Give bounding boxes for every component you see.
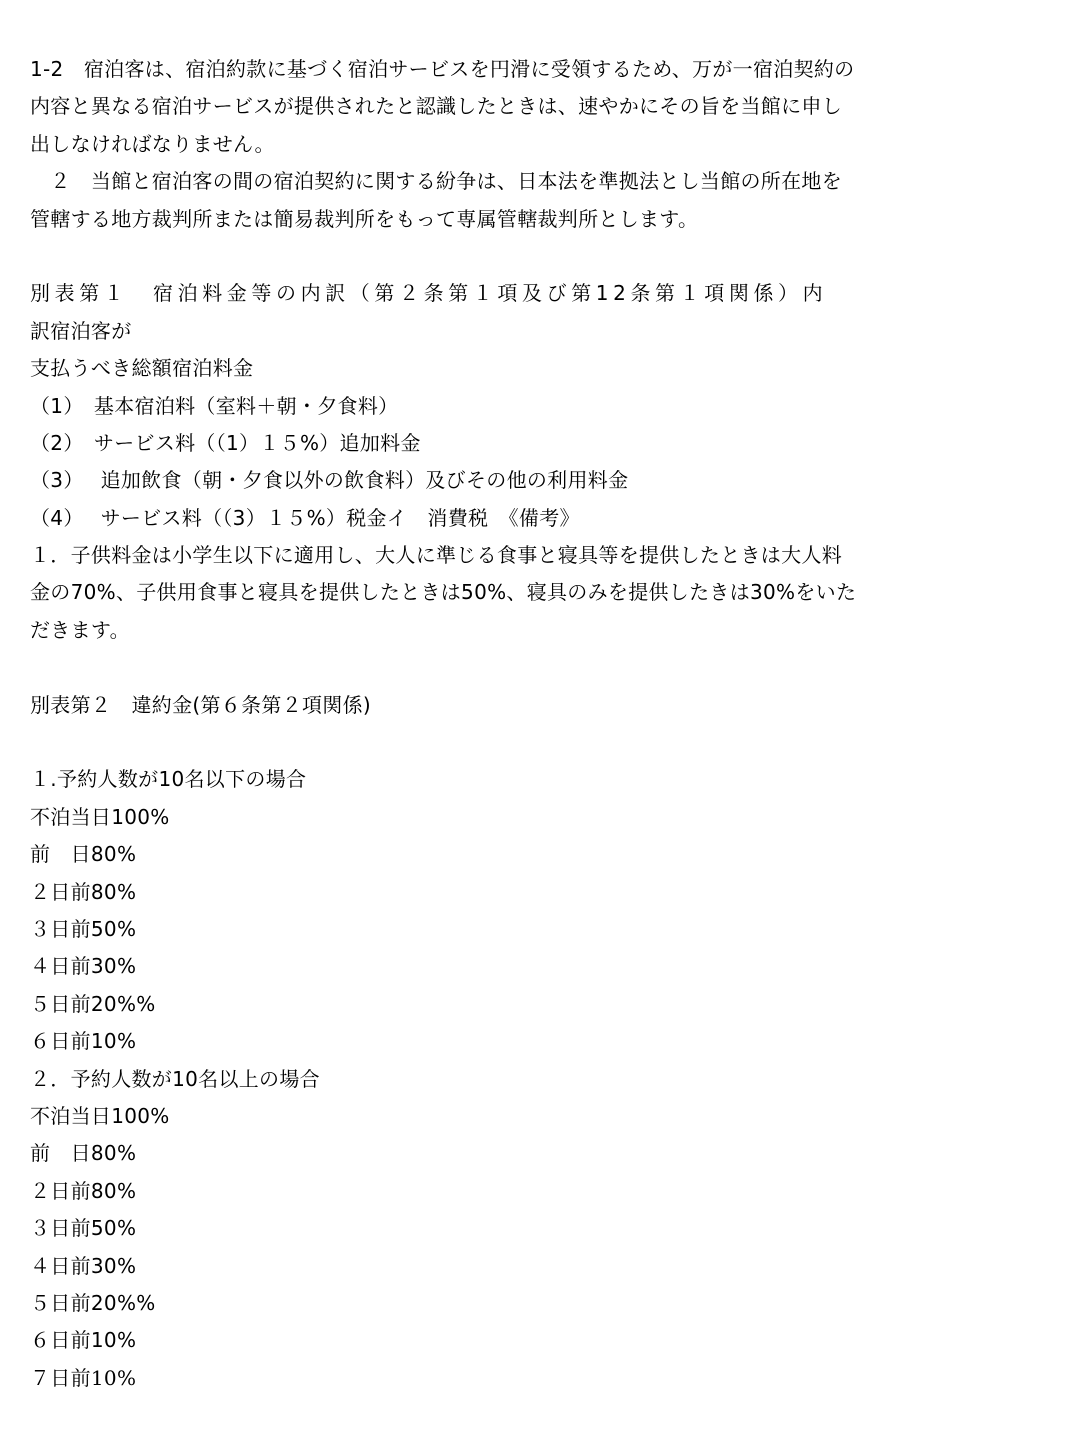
- penalty-row: 前 日80%: [30, 1141, 137, 1166]
- penalty-row: ２日前80%: [30, 1178, 137, 1203]
- penalty-row: ２日前80%: [30, 879, 137, 904]
- article-1-2-line-1: 1-2 宿泊客は、宿泊約款に基づく宿泊サービスを円滑に受領するため、万が一宿泊契約の: [30, 57, 855, 81]
- penalty-row: ５日前20%%: [30, 991, 156, 1016]
- table-1-note-line-1: １．子供料金は小学生以下に適用し、大人に準じる食事と寝具等を提供したときは大人料: [30, 543, 842, 568]
- document-page: [30, 51, 930, 1397]
- appendix-table-1: [30, 275, 930, 649]
- penalty-row: ３日前50%: [30, 916, 137, 941]
- article-1-2: [30, 51, 930, 163]
- penalty-row: ６日前10%: [30, 1328, 137, 1353]
- appendix-table-2: [30, 687, 930, 1397]
- penalty-row: ６日前10%: [30, 1029, 137, 1054]
- penalty-row: ５日前20%%: [30, 1290, 156, 1315]
- table-2-heading: 別表第２ 違約金(第６条第２項関係): [30, 692, 372, 717]
- penalty-row: ４日前30%: [30, 954, 137, 979]
- penalty-row: 不泊当日100%: [30, 804, 170, 829]
- table-1-item: （4） サービス料（（3）１５%）税金イ 消費税 《備考》: [30, 505, 580, 530]
- penalty-group-2-title: ２．予約人数が10名以上の場合: [30, 1066, 320, 1091]
- table-1-item: （2） サービス料（（1）１５%）追加料金: [30, 430, 421, 455]
- spacer: [30, 649, 930, 686]
- table-1-heading-line-2: 訳宿泊客が: [30, 318, 132, 343]
- penalty-row: ４日前30%: [30, 1253, 137, 1278]
- penalty-row: ３日前50%: [30, 1216, 137, 1241]
- penalty-row: ７日前10%: [30, 1365, 137, 1390]
- table-1-heading-line-1: 別表第１ 宿泊料金等の内訳（第２条第１項及び第12条第１項関係）内: [30, 281, 828, 306]
- spacer: [30, 724, 930, 761]
- table-1-heading-line-3: 支払うべき総額宿泊料金: [30, 356, 254, 381]
- article-1-2-line-3: 出しなければなりません。: [30, 131, 275, 156]
- penalty-row: 前 日80%: [30, 842, 137, 867]
- table-1-item: （1） 基本宿泊料（室料＋朝・夕食料）: [30, 393, 399, 418]
- penalty-group-2: [30, 1061, 930, 1398]
- table-1-item: （3） 追加飲食（朝・夕食以外の飲食料）及びその他の利用料金: [30, 468, 629, 493]
- penalty-row: 不泊当日100%: [30, 1103, 170, 1128]
- table-1-note-line-2: 金の70%、子供用食事と寝具を提供したときは50%、寝具のみを提供したきは30%をいた: [30, 580, 857, 605]
- penalty-group-1-title: １.予約人数が10名以下の場合: [30, 767, 307, 792]
- article-2-line-1: ２ 当館と宿泊客の間の宿泊契約に関する紛争は、日本法を準拠法とし当館の所在地を: [30, 169, 842, 194]
- penalty-group-1: [30, 761, 930, 1060]
- table-1-note-line-3: だきます。: [30, 617, 130, 642]
- article-2-line-2: 管轄する地方裁判所または簡易裁判所をもって専属管轄裁判所とします。: [30, 206, 699, 231]
- article-1-2-line-2: 内容と異なる宿泊サービスが提供されたと認識したときは、速やかにその旨を当館に申し: [30, 94, 842, 119]
- article-2: [30, 163, 930, 238]
- spacer: [30, 238, 930, 275]
